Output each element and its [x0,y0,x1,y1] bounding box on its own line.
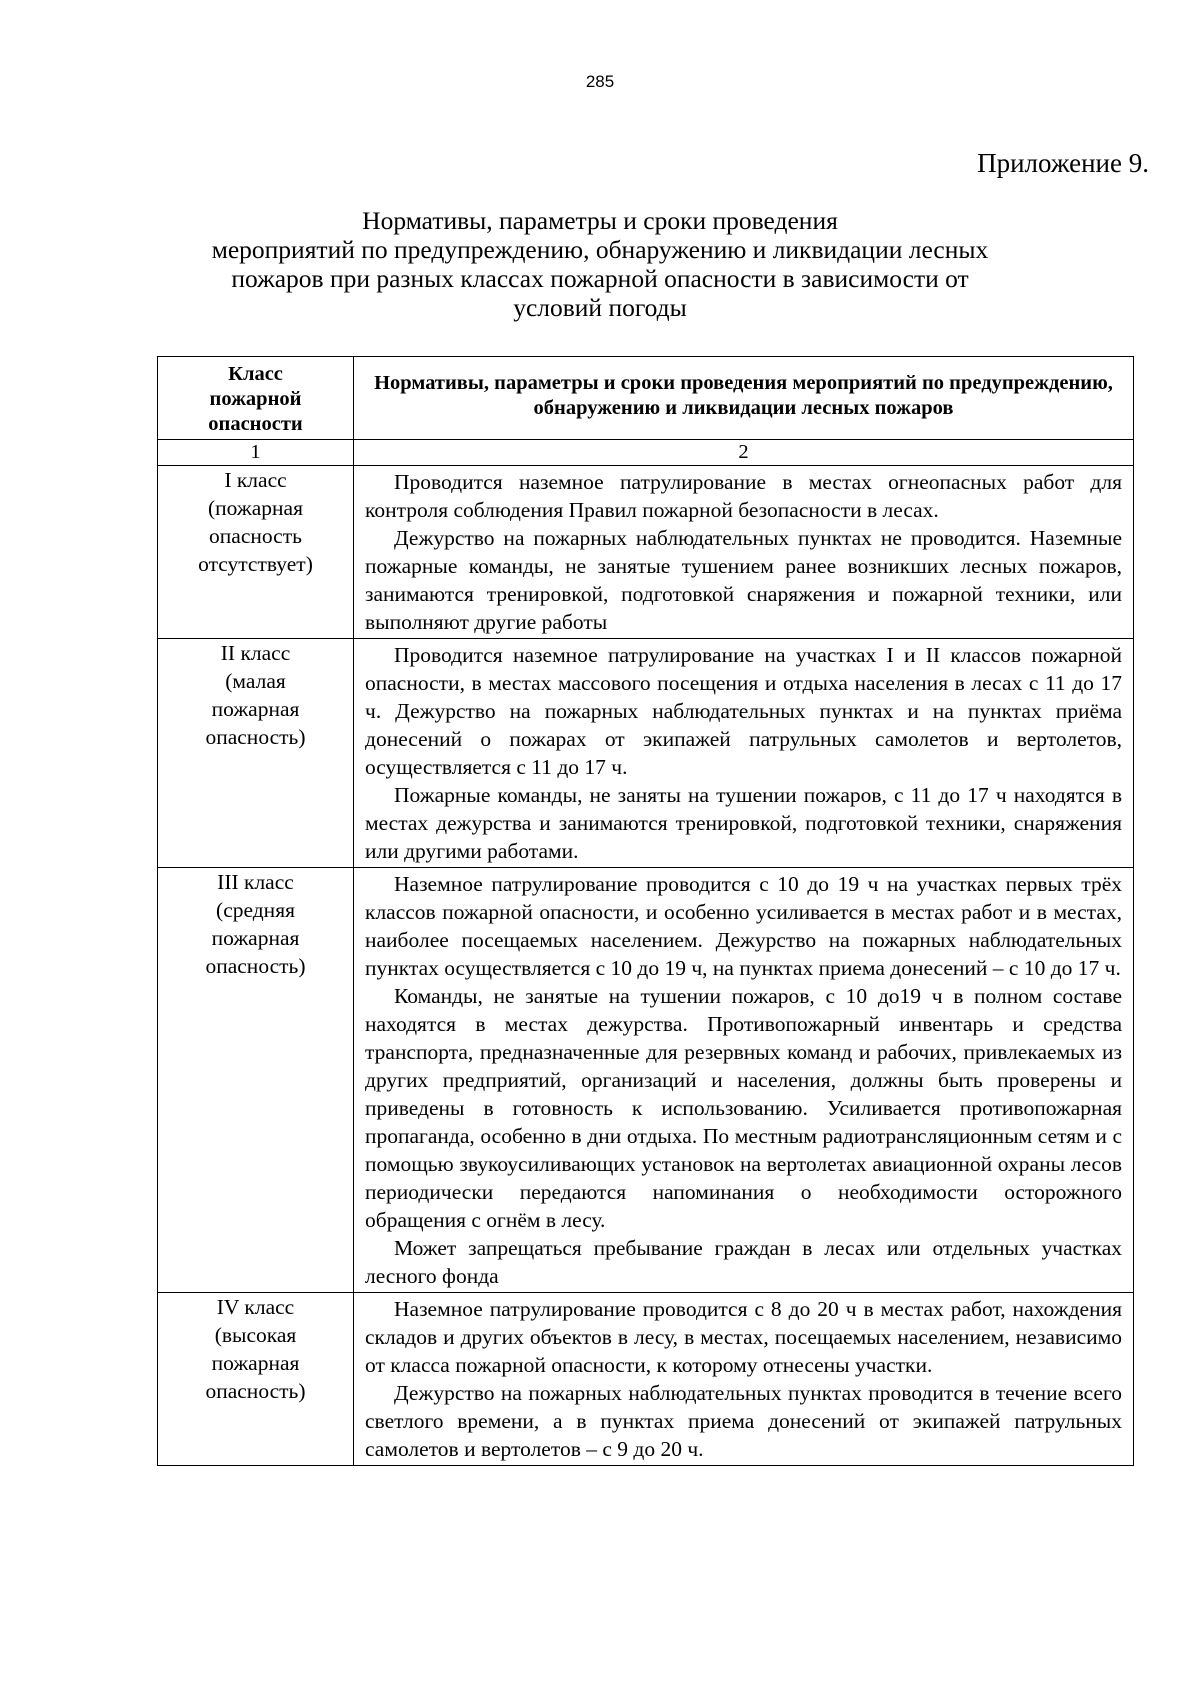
class-line: (малая [225,669,286,693]
title-line: мероприятий по предупреждению, обнаружению и ликвидации лесных [211,235,989,264]
page-number: 285 [585,72,615,91]
class-line: III класс [217,870,294,894]
header-class-column [158,357,354,440]
title-line: Нормативы, параметры и сроки проведения [362,206,838,235]
norms-paragraph: Может запрещаться пребывание граждан в лесах или отдельных участках лесного фонда [365,1236,1122,1288]
class-line: (высокая [214,1323,297,1347]
class-cell [158,466,354,639]
class-line: (пожарная [208,496,303,520]
header-class-line: Класс [228,363,283,385]
table-row [158,868,1134,1293]
class-line: (средняя [216,898,295,922]
class-line: пожарная [211,1351,300,1375]
norms-paragraph: Проводится наземное патрулирование на участках I и II классов пожарной опасности, в местах массового посещения и отдыха населения в лесах с 11 до 17 ч. Дежурство на пожарных наблюдательных пунктах и на пунктах приёма донесений о пожарах от экипажей патрульных самолетов и вертолетов, осуществляется с 11 до 17 ч. [365,643,1122,779]
norms-paragraph: Наземное патрулирование проводится с 8 до 20 ч в местах работ, нахождения складов и других объектов в лесу, в местах, посещаемых населением, независимо от класса пожарной опасности, к которому отнесены участки. [365,1297,1122,1377]
table-header-row [158,357,1134,440]
table-row [158,639,1134,868]
norms-paragraph: Проводится наземное патрулирование в местах огнеопасных работ для контроля соблюдения Правил пожарной безопасности в лесах. [365,470,1122,522]
norms-paragraph: Наземное патрулирование проводится с 10 до 19 ч на участках первых трёх классов пожарной опасности, и особенно усиливается в местах работ и в местах, наиболее посещаемых населением. Дежурство на пожарных наблюдательных пунктах осуществляется с 10 до 19 ч, на пунктах приема донесений – с 10 до 17 ч. [365,872,1122,980]
table-row [158,1293,1134,1466]
column-number: 1 [158,440,354,466]
table-row [158,466,1134,639]
class-cell [158,639,354,868]
class-line: пожарная [211,697,300,721]
header-class-line: пожарной [209,388,302,410]
header-norms-column: Нормативы, параметры и сроки проведения мероприятий по предупреждению, обнаружению и ликвидации лесных пожаров [354,357,1134,440]
norms-cell [354,1293,1134,1466]
class-line: опасность) [205,1379,306,1403]
class-line: пожарная [211,926,300,950]
class-cell [158,1293,354,1466]
column-number-row [158,440,1134,466]
class-cell [158,868,354,1293]
class-line: II класс [220,641,291,665]
class-line: опасность [209,524,302,548]
title-line: условий погоды [513,293,687,322]
norms-cell [354,868,1134,1293]
class-line: опасность) [205,954,306,978]
appendix-label: Приложение 9. [977,148,1149,178]
title-line: пожаров при разных классах пожарной опасности в зависимости от [231,264,969,293]
class-line: IV класс [216,1295,295,1319]
norms-cell [354,466,1134,639]
norms-table [157,356,1134,1466]
document-title [150,206,1050,322]
class-line: опасность) [205,725,306,749]
column-number: 2 [354,440,1134,466]
class-line: I класс [224,468,287,492]
norms-paragraph: Дежурство на пожарных наблюдательных пунктах проводится в течение всего светлого времени, а в пунктах приема донесений от экипажей патрульных самолетов и вертолетов – с 9 до 20 ч. [365,1381,1122,1461]
norms-cell [354,639,1134,868]
header-class-line: опасности [208,413,303,435]
norms-paragraph: Дежурство на пожарных наблюдательных пунктах не проводится. Наземные пожарные команды, не занятые тушением ранее возникших лесных пожаров, занимаются тренировкой, подготовкой снаряжения и пожарной техники, или выполняют другие работы [365,526,1122,634]
class-line: отсутствует) [198,552,313,576]
norms-paragraph: Пожарные команды, не заняты на тушении пожаров, с 11 до 17 ч находятся в местах дежурства и занимаются тренировкой, подготовкой техники, снаряжения или другими работами. [365,783,1122,863]
norms-paragraph: Команды, не занятые на тушении пожаров, с 10 до19 ч в полном составе находятся в местах дежурства. Противопожарный инвентарь и средства транспорта, предназначенные для резервных команд и рабочих, привлекаемых из других предприятий, организаций и населения, должны быть проверены и приведены в готовность к использованию. Усиливается противопожарная пропаганда, особенно в дни отдыха. По местным радиотрансляционным сетям и с помощью звукоусиливающих установок на вертолетах авиационной охраны лесов периодически передаются напоминания о необходимости осторожного обращения с огнём в лесу. [365,984,1122,1232]
